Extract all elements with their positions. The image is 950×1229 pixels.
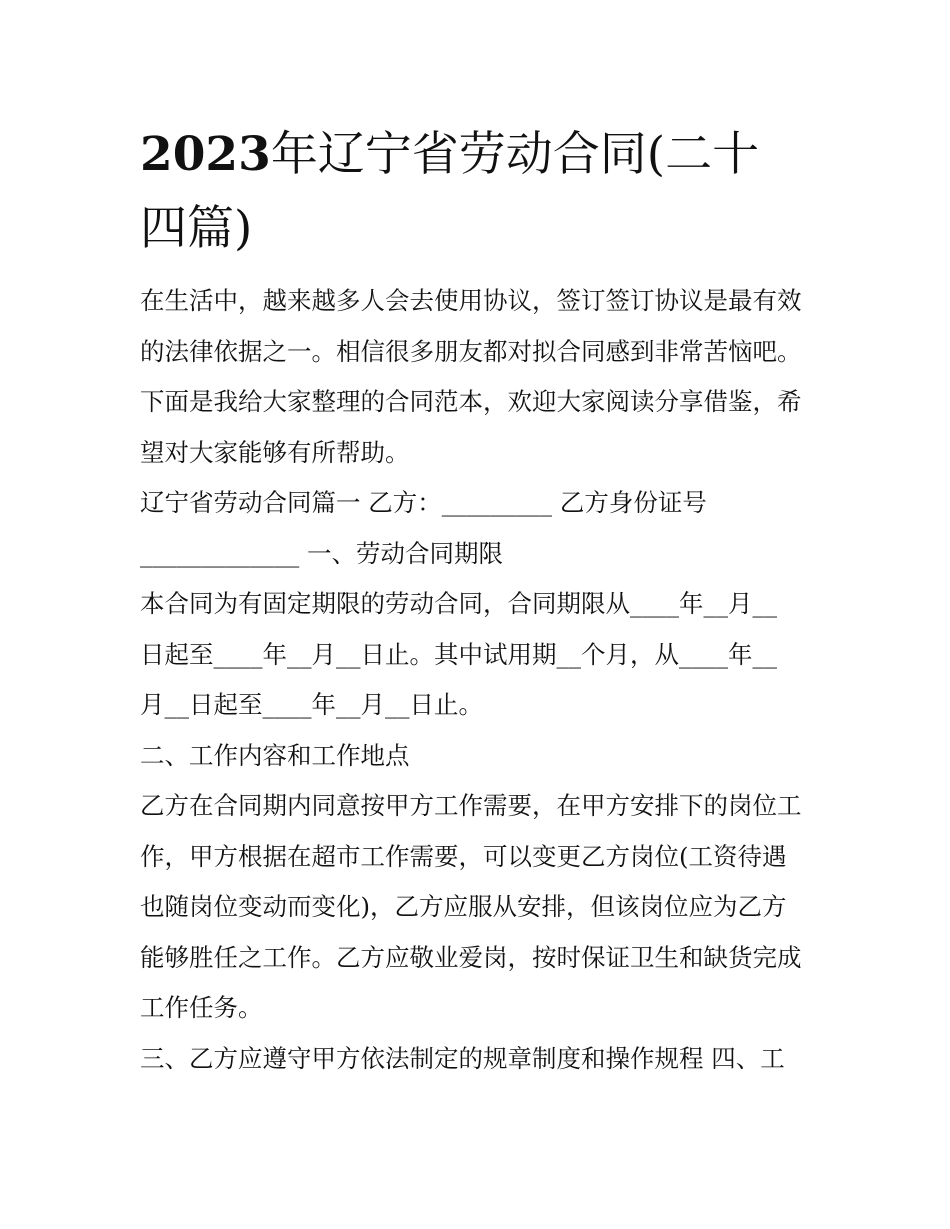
body-line: 望对大家能够有所帮助。 — [140, 437, 410, 467]
body-line: 乙方在合同期内同意按甲方工作需要，在甲方安排下的岗位工 — [140, 791, 802, 820]
title-line2-text: 四篇) — [140, 201, 253, 256]
body-line: 也随岗位变动而变化)，乙方应服从安排，但该岗位应为乙方 — [140, 892, 787, 921]
body-line: 辽宁省劳动合同篇一 乙方：_________ 乙方身份证号 — [140, 488, 707, 517]
section-heading: 二、工作内容和工作地点 — [140, 740, 410, 770]
body-line: 能够胜任之工作。乙方应敬业爱岗，按时保证卫生和缺货完成 — [140, 942, 802, 972]
document-title — [140, 118, 820, 266]
title-line1-text: 年辽宁省劳动合同(二十 — [270, 127, 760, 182]
body-line: 作，甲方根据在超市工作需要，可以变更乙方岗位(工资待遇 — [140, 841, 787, 871]
body-line: 日起至____年__月__日止。其中试用期__个月，从____年__ — [140, 639, 777, 669]
title-year: 2023 — [140, 127, 271, 182]
body-line: _____________ 一、劳动合同期限 — [140, 538, 504, 568]
document-body — [140, 276, 820, 1084]
body-line: 本合同为有固定期限的劳动合同，合同期限从____年__月__ — [140, 589, 777, 618]
body-line: 月__日起至____年__月__日止。 — [140, 690, 483, 719]
body-line: 工作任务。 — [140, 993, 263, 1022]
body-line: 的法律依据之一。相信很多朋友都对拟合同感到非常苦恼吧。 — [140, 336, 802, 366]
body-line: 三、乙方应遵守甲方依法制定的规章制度和操作规程 四、工 — [140, 1043, 785, 1073]
body-line: 在生活中，越来越多人会去使用协议，签订签订协议是最有效 — [140, 286, 802, 315]
body-line: 下面是我给大家整理的合同范本，欢迎大家阅读分享借鉴，希 — [140, 387, 802, 416]
